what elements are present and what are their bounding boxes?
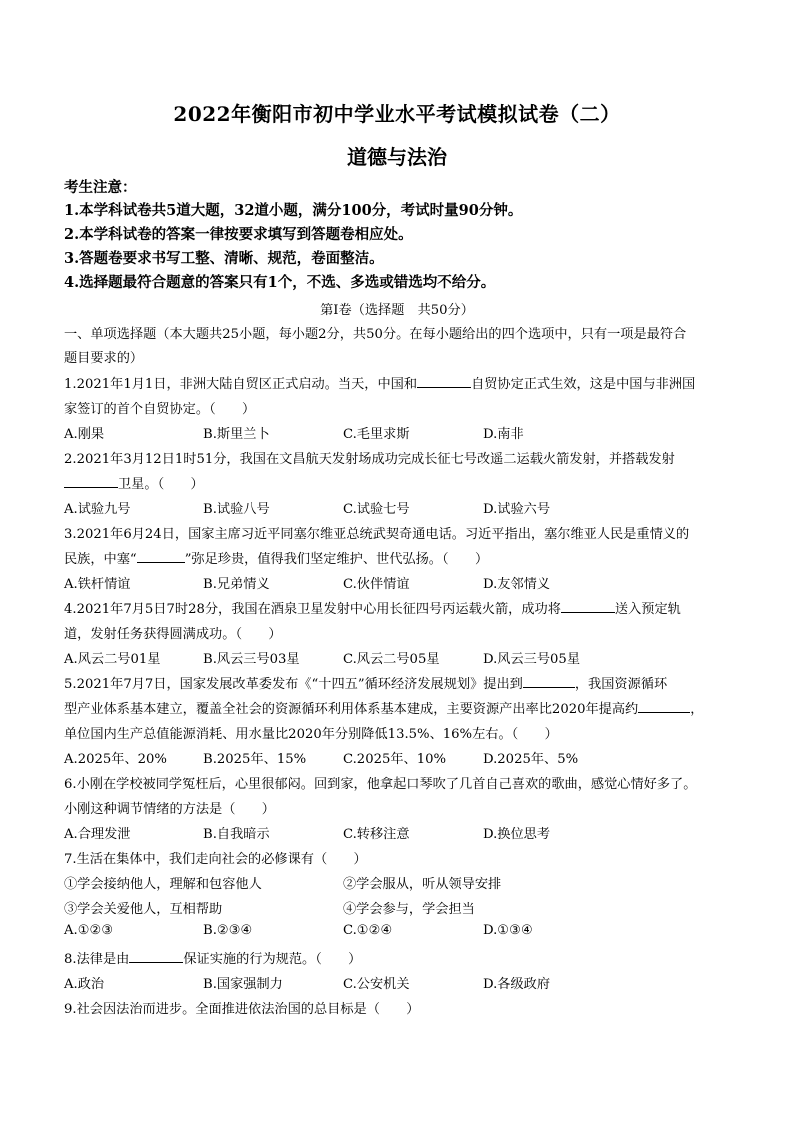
answer-blank <box>523 675 575 688</box>
option[interactable]: D.友邻情义 <box>483 577 551 592</box>
statement: ④学会参与，学会担当 <box>343 902 475 917</box>
question-stem: 3.2021年6月24日，国家主席习近平同塞尔维亚总统武契奇通电话。习近平指出，塞尔维亚人民是重情义的 <box>64 527 690 542</box>
question-stem: 道，发射任务获得圆满成功。（ ） <box>64 627 282 642</box>
statement: ①学会接纳他人，理解和包容他人 <box>64 877 262 892</box>
answer-blank <box>64 475 118 488</box>
option[interactable]: D.换位思考 <box>483 827 551 842</box>
option[interactable]: C.转移注意 <box>343 827 410 842</box>
option[interactable]: B.自我暗示 <box>203 827 270 842</box>
option[interactable]: B.风云三号03星 <box>203 652 300 667</box>
option[interactable]: C.2025年、10% <box>343 752 447 767</box>
answer-blank <box>638 700 690 713</box>
notice-item: 3.答题卷要求书写工整、清晰、规范，卷面整洁。 <box>64 250 384 267</box>
option[interactable]: D.试验六号 <box>483 502 551 517</box>
option[interactable]: B.兄弟情义 <box>203 577 270 592</box>
option[interactable]: A.合理发泄 <box>64 827 131 842</box>
option[interactable]: D.南非 <box>483 427 524 442</box>
option[interactable]: D.风云三号05星 <box>483 652 581 667</box>
exam-title: 2022年衡阳市初中学业水平考试模拟试卷（二） <box>173 102 621 126</box>
answer-blank <box>137 550 185 563</box>
option[interactable]: D.2025年、5% <box>483 752 579 767</box>
question-stem: 5.2021年7月7日，国家发展改革委发布《“十四五”循环经济发展规划》提出到 ，我国资源循环 <box>64 677 668 692</box>
question-stem: 9.社会因法治而进步。全面推进依法治国的总目标是（ ） <box>64 1002 420 1017</box>
question-stem: 7.生活在集体中，我们走向社会的必修课有（ ） <box>64 852 367 867</box>
option[interactable]: A.①②③ <box>64 923 114 938</box>
option[interactable]: A.2025年、20% <box>64 752 167 767</box>
option[interactable]: C.伙伴情谊 <box>343 577 410 592</box>
option[interactable]: B.斯里兰卜 <box>203 427 270 442</box>
notice-item: 2.本学科试卷的答案一律按要求填写到答题卷相应处。 <box>64 226 413 243</box>
statement: ③学会关爱他人，互相帮助 <box>64 902 223 917</box>
option[interactable]: A.风云二号01星 <box>64 652 161 667</box>
question-stem: 4.2021年7月5日7时28分，我国在酒泉卫星发射中心用长征四号丙运载火箭，成功将 送入预定轨 <box>64 602 681 617</box>
option[interactable]: B.②③④ <box>203 923 253 938</box>
option[interactable]: B.国家强制力 <box>203 977 283 992</box>
notice-item: 1.本学科试卷共5道大题，32道小题，满分100分，考试时量90分钟。 <box>64 202 523 219</box>
question-stem: 家签订的首个自贸协定。（ ） <box>64 402 256 417</box>
answer-blank <box>561 600 615 613</box>
statement: ②学会服从，听从领导安排 <box>343 877 502 892</box>
notice-item: 4.选择题最符合题意的答案只有1个，不选、多选或错选均不给分。 <box>64 274 496 291</box>
section-title: 第Ⅰ卷（选择题 共50分） <box>320 303 474 318</box>
option[interactable]: D.①③④ <box>483 923 533 938</box>
option[interactable]: A.铁杆情谊 <box>64 577 131 592</box>
question-stem: 民族，中塞“ ”弥足珍贵，值得我们坚定维护、世代弘扬。（ ） <box>64 552 489 567</box>
option[interactable]: A.刚果 <box>64 427 105 442</box>
option[interactable]: C.风云二号05星 <box>343 652 440 667</box>
question-stem: 1.2021年1月1日，非洲大陆自贸区正式启动。当天，中国和 自贸协定正式生效，这是中国与非洲国 <box>64 377 696 392</box>
question-stem: 8.法律是由 保证实施的行为规范。（ ） <box>64 952 362 967</box>
section-intro: 一、单项选择题（本大题共25小题，每小题2分，共50分。在每小题给出的四个选项中，只有一项是最符合 <box>64 327 687 342</box>
option[interactable]: C.公安机关 <box>343 977 410 992</box>
option[interactable]: B.试验八号 <box>203 502 270 517</box>
question-stem: 6.小刚在学校被同学冤枉后，心里很郁闷。回到家，他拿起口琴吹了几首自己喜欢的歌曲，感觉心情好多了。 <box>64 777 697 792</box>
answer-blank <box>417 375 471 388</box>
option[interactable]: D.各级政府 <box>483 977 551 992</box>
notice-heading: 考生注意： <box>64 179 137 196</box>
question-stem: 型产业体系基本建立，覆盖全社会的资源循环利用体系基本建成，主要资源产出率比2020年提高约 ， <box>64 702 704 717</box>
option[interactable]: A.政治 <box>64 977 105 992</box>
section-intro: 题目要求的） <box>64 351 144 366</box>
answer-blank <box>129 950 183 963</box>
option[interactable]: C.①②④ <box>343 923 393 938</box>
question-stem: 单位国内生产总值能源消耗、用水量比2020年分别降低13.5%、16%左右。（ ） <box>64 727 558 742</box>
question-stem: 卫星。（ ） <box>64 473 204 492</box>
option[interactable]: B.2025年、15% <box>203 752 307 767</box>
subject-title: 道德与法治 <box>347 145 447 169</box>
option[interactable]: C.毛里求斯 <box>343 427 410 442</box>
question-stem: 小刚这种调节情绪的方法是（ ） <box>64 802 275 817</box>
question-stem: 2.2021年3月12日1时51分，我国在文昌航天发射场成功完成长征七号改遥二运载火箭发射，并搭载发射 <box>64 452 675 467</box>
option[interactable]: C.试验七号 <box>343 502 410 517</box>
option[interactable]: A.试验九号 <box>64 502 131 517</box>
